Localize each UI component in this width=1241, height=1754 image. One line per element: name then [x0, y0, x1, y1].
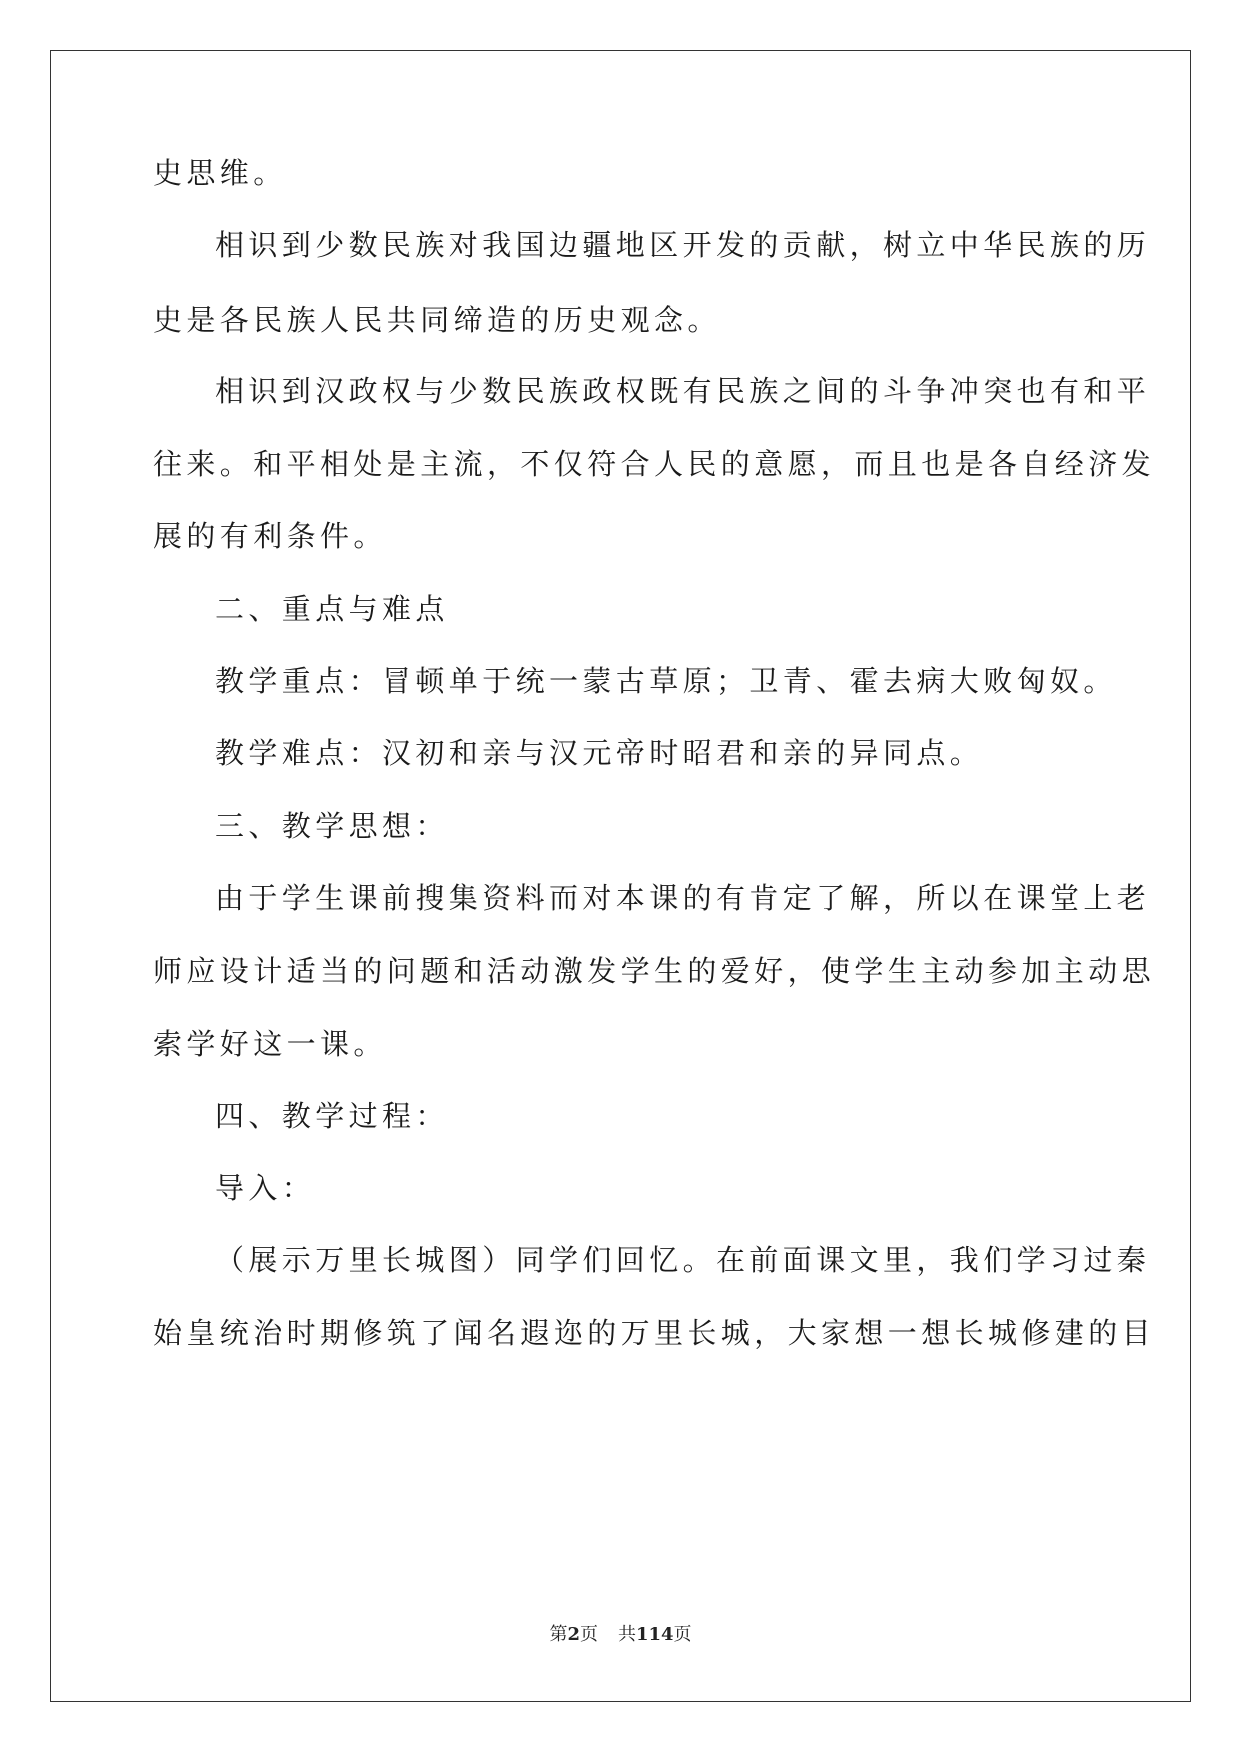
total-prefix: 共 — [617, 1624, 636, 1645]
total-suffix: 页 — [673, 1624, 692, 1645]
body-line-17: 始皇统治时期修筑了闻名遐迩的万里长城，大家想一想长城修建的目 — [153, 1316, 1156, 1350]
subheading-introduction: 导入： — [215, 1171, 316, 1205]
page-border — [50, 50, 1191, 1702]
body-line-teaching-difficulty: 教学难点：汉初和亲与汉元帝时昭君和亲的异同点。 — [215, 736, 984, 770]
body-line-16: （展示万里长城图）同学们回忆。在前面课文里，我们学习过秦 — [215, 1243, 1151, 1277]
page-number: 2 — [567, 1624, 580, 1645]
section-heading-teaching-idea: 三、教学思想： — [215, 809, 449, 843]
section-heading-teaching-process: 四、教学过程： — [215, 1099, 449, 1133]
body-line-6: 展的有利条件。 — [153, 519, 387, 553]
body-line-13: 索学好这一课。 — [153, 1027, 387, 1061]
body-line-teaching-focus: 教学重点：冒顿单于统一蒙古草原；卫青、霍去病大败匈奴。 — [215, 664, 1117, 698]
body-line-1: 史思维。 — [153, 156, 287, 190]
page-footer — [0, 1623, 1241, 1647]
body-line-4: 相识到汉政权与少数民族政权既有民族之间的斗争冲突也有和平 — [215, 374, 1151, 408]
body-line-3: 史是各民族人民共同缔造的历史观念。 — [153, 303, 721, 337]
body-line-11: 由于学生课前搜集资料而对本课的有肯定了解，所以在课堂上老 — [215, 881, 1151, 915]
page-prefix: 第 — [549, 1624, 568, 1645]
body-line-5: 往来。和平相处是主流，不仅符合人民的意愿，而且也是各自经济发 — [153, 447, 1156, 481]
section-heading-key-points: 二、重点与难点 — [215, 592, 449, 626]
page-suffix: 页 — [579, 1624, 598, 1645]
body-line-2: 相识到少数民族对我国边疆地区开发的贡献，树立中华民族的历 — [215, 228, 1151, 262]
total-pages: 114 — [635, 1624, 674, 1645]
body-line-12: 师应设计适当的问题和活动激发学生的爱好，使学生主动参加主动思 — [153, 954, 1156, 988]
